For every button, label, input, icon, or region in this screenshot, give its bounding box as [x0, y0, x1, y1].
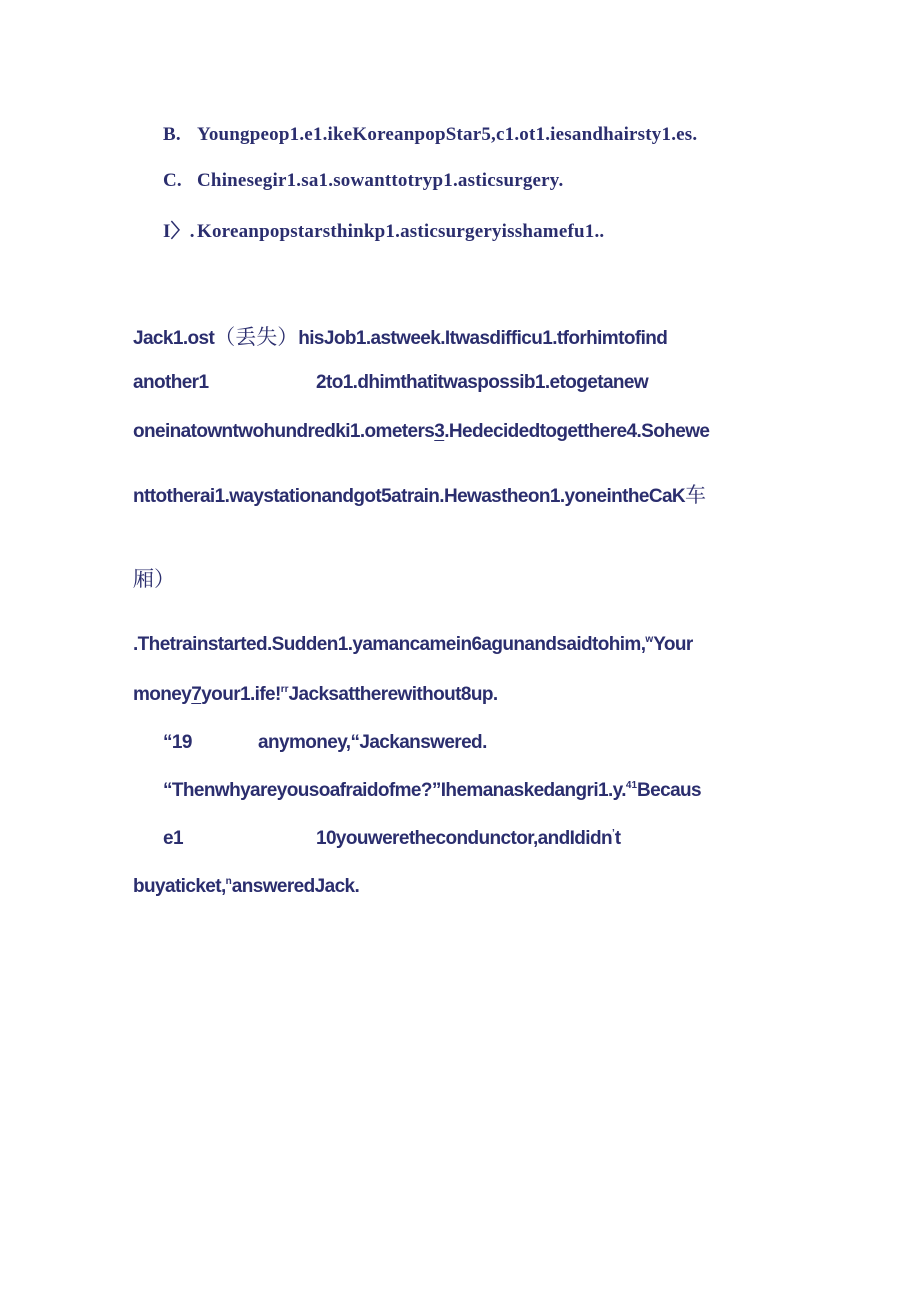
passage-line-7 — [133, 684, 498, 706]
option-text: Chinesegir1.sa1.sowanttotryp1.asticsurgery. — [197, 170, 564, 191]
passage-text: “Thenwhyareyousoafraidofme?”Ihemanaskedangri1.y. — [163, 780, 626, 801]
passage-text: another1 — [133, 372, 209, 393]
passage-line-6 — [133, 634, 693, 656]
blank-number: 3 — [434, 421, 445, 442]
passage-line-4 — [133, 479, 706, 509]
passage-text: “19 — [163, 732, 192, 753]
passage-text: answeredJack. — [231, 876, 360, 897]
passage-text: Jacksattherewithout8up. — [288, 684, 498, 705]
option-letter: B. — [163, 124, 181, 145]
passage-text-group — [316, 828, 621, 850]
passage-line-1 — [133, 321, 667, 351]
passage-text: nttotherai1.waystationandgot5atrain.Hewastheon1.yoneintheCaK — [133, 486, 686, 507]
passage-text: 10youwerethecondunctor,andIdidn — [316, 828, 612, 849]
passage-chinese-gloss: 厢） — [133, 567, 175, 591]
passage-text: money — [133, 684, 192, 705]
option-b — [163, 124, 697, 146]
option-c — [163, 170, 563, 192]
passage-chinese-gloss: 车 — [685, 483, 707, 507]
passage-line-3 — [133, 421, 709, 443]
passage-text: hisJob1.astweek.Itwasdifficu1.tforhimtofind — [298, 328, 668, 349]
passage-text: .Hedecidedtogetthere4.Sohewe — [444, 421, 710, 442]
option-letter: C. — [163, 170, 182, 191]
option-letter: I〉. — [163, 221, 195, 242]
passage-text: 2to1.dhimthatitwaspossib1.etogetanew — [316, 372, 649, 393]
passage-text: .Thetrainstarted.Sudden1.yamancamein6agunandsaidtohim, — [133, 634, 646, 655]
apostrophe: ’ — [612, 828, 615, 839]
passage-text: oneinatowntwohundredki1.ometers — [133, 421, 435, 442]
passage-chinese-gloss: （丢失） — [214, 325, 299, 349]
passage-text: Becaus — [637, 780, 702, 801]
passage-text: Your — [653, 634, 693, 655]
option-d — [163, 216, 604, 243]
quote-mark: rr — [280, 684, 289, 695]
blank-number: 7 — [191, 684, 202, 705]
passage-text: t — [614, 828, 621, 849]
option-text: Youngpeop1.e1.ikeKoreanpopStar5,c1.ot1.iesandhairsty1.es. — [197, 124, 698, 145]
option-text: Koreanpopstarsthinkp1.asticsurgeryisshamefu1.. — [197, 221, 605, 242]
passage-line-5 — [133, 563, 175, 593]
quote-mark: n — [225, 876, 232, 887]
quote-mark: 41 — [625, 780, 638, 791]
passage-text: anymoney,“Jackanswered. — [258, 732, 487, 753]
quote-mark: w — [645, 634, 654, 645]
passage-text: your1.ife! — [201, 684, 281, 705]
passage-line-9 — [163, 780, 701, 802]
passage-text: buyaticket, — [133, 876, 226, 897]
passage-text: e1 — [163, 828, 183, 849]
passage-line-11 — [133, 876, 359, 898]
passage-text: Jack1.ost — [133, 328, 215, 349]
